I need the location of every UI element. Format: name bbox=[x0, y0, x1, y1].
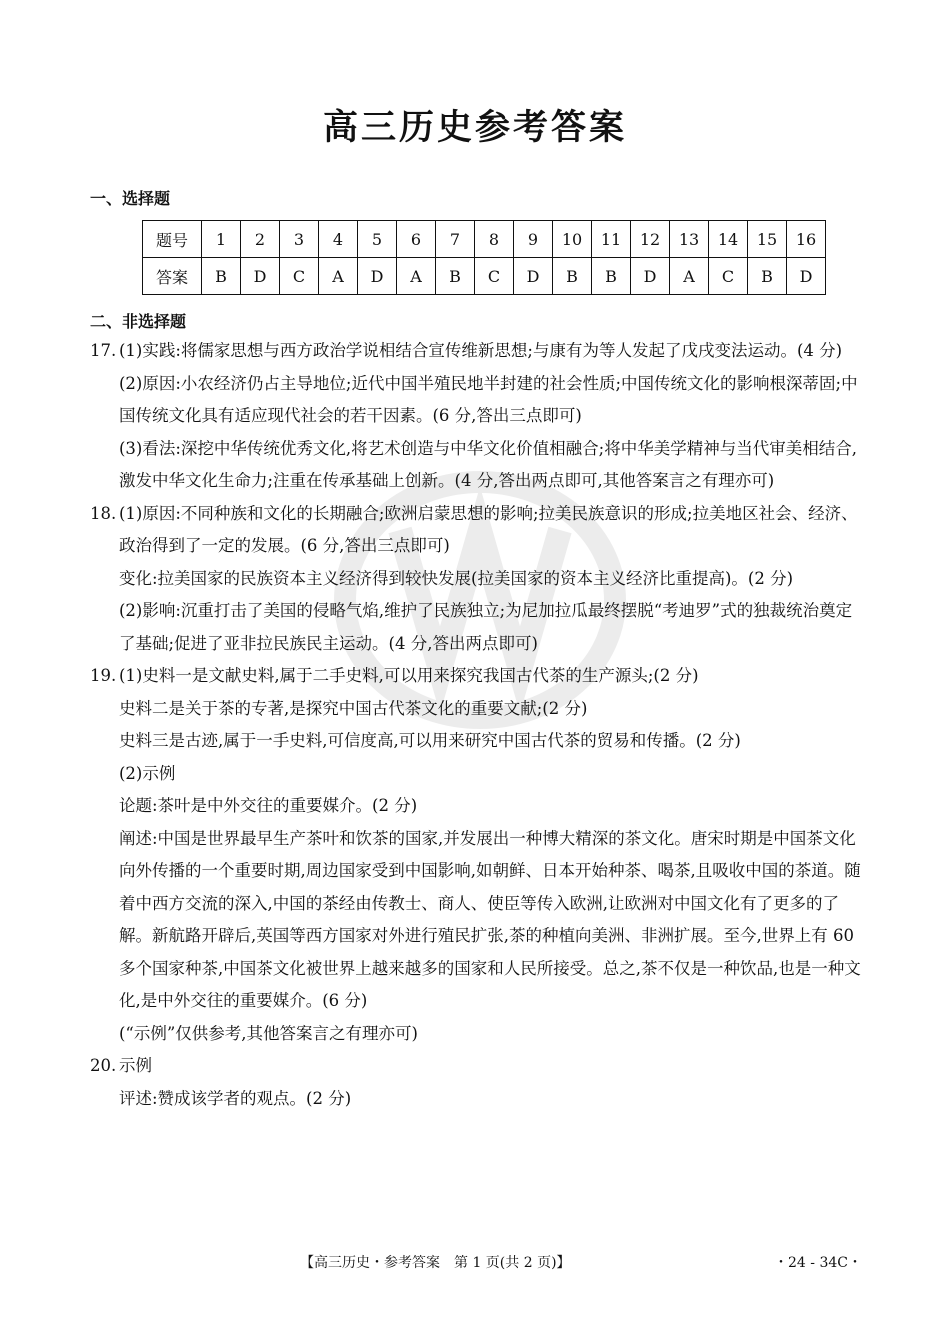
table-cell: 9 bbox=[514, 221, 553, 258]
page-title: 高三历史参考答案 bbox=[322, 108, 627, 148]
answer-paragraph: (1)史料一是文献史料,属于二手史料,可以用来探究我国古代茶的生产源头;(2 分) bbox=[119, 666, 699, 685]
answer-paragraph: 示例 bbox=[119, 1056, 152, 1075]
answer-paragraph: (2)原因:小农经济仍占主导地位;近代中国半殖民地半封建的社会性质;中国传统文化的影响根深蒂固;中国传统文化具有适应现代社会的若干因素。(6 分,答出三点即可) bbox=[119, 373, 858, 425]
document-code: ・24 - 34C・ bbox=[774, 1255, 862, 1271]
answer-table bbox=[142, 220, 826, 295]
table-cell: 1 bbox=[202, 221, 241, 258]
table-row-answers bbox=[143, 258, 826, 295]
question-18 bbox=[90, 498, 862, 661]
table-row-numbers bbox=[143, 221, 826, 258]
table-cell: 14 bbox=[709, 221, 748, 258]
answer-paragraph: (2)影响:沉重打击了美国的侵略气焰,维护了民族独立;为尼加拉瓜最终摆脱“考迪罗”式的独裁统治奠定了基础;促进了亚非拉民族民主运动。(4 分,答出两点即可) bbox=[119, 601, 853, 653]
table-cell: 5 bbox=[358, 221, 397, 258]
table-cell: D bbox=[514, 258, 553, 295]
table-cell: 11 bbox=[592, 221, 631, 258]
answer-paragraph: 论题:茶叶是中外交往的重要媒介。(2 分) bbox=[119, 796, 418, 815]
table-cell: A bbox=[319, 258, 358, 295]
table-cell: B bbox=[553, 258, 592, 295]
table-header-cell: 题号 bbox=[143, 221, 202, 258]
table-cell: B bbox=[748, 258, 787, 295]
table-cell: C bbox=[280, 258, 319, 295]
answers-body bbox=[90, 335, 862, 1115]
table-cell: D bbox=[631, 258, 670, 295]
table-cell: 15 bbox=[748, 221, 787, 258]
answer-paragraph: 史料二是关于茶的专著,是探究中国古代茶文化的重要文献;(2 分) bbox=[119, 698, 588, 718]
answer-paragraph: (“示例”仅供参考,其他答案言之有理亦可) bbox=[119, 1023, 418, 1043]
table-cell: B bbox=[202, 258, 241, 295]
table-cell: C bbox=[709, 258, 748, 295]
table-cell: 2 bbox=[241, 221, 280, 258]
table-cell: D bbox=[358, 258, 397, 295]
table-cell: B bbox=[436, 258, 475, 295]
question-20 bbox=[90, 1050, 862, 1115]
section-heading-nonchoice: 二、非选择题 bbox=[90, 312, 187, 331]
table-cell: 6 bbox=[397, 221, 436, 258]
question-17 bbox=[90, 335, 862, 498]
question-number: 18. bbox=[90, 503, 117, 523]
question-19 bbox=[90, 660, 862, 1050]
answer-paragraph: 评述:赞成该学者的观点。(2 分) bbox=[119, 1088, 352, 1108]
table-cell: D bbox=[241, 258, 280, 295]
answer-paragraph: (1)实践:将儒家思想与西方政治学说相结合宣传维新思想;与康有为等人发起了戊戌变法运动。(4 分) bbox=[119, 341, 843, 360]
table-cell: 10 bbox=[553, 221, 592, 258]
table-header-cell: 答案 bbox=[143, 258, 202, 295]
question-number: 19. bbox=[90, 666, 117, 685]
table-cell: A bbox=[670, 258, 709, 295]
answer-paragraph: (2)示例 bbox=[119, 763, 176, 783]
table-cell: 12 bbox=[631, 221, 670, 258]
answer-paragraph: 史料三是古迹,属于一手史料,可信度高,可以用来研究中国古代茶的贸易和传播。(2 分) bbox=[119, 731, 741, 750]
question-number: 17. bbox=[90, 341, 117, 360]
section-heading-choice: 一、选择题 bbox=[90, 189, 171, 208]
table-cell: 16 bbox=[787, 221, 826, 258]
answer-paragraph: (1)原因:不同种族和文化的长期融合;欧洲启蒙思想的影响;拉美民族意识的形成;拉美地区社会、经济、政治得到了一定的发展。(6 分,答出三点即可) bbox=[119, 503, 858, 555]
table-cell: 3 bbox=[280, 221, 319, 258]
answer-paragraph: (3)看法:深挖中华传统优秀文化,将艺术创造与中华文化价值相融合;将中华美学精神与当代审美相结合,激发中华文化生命力;注重在传承基础上创新。(4 分,答出两点即可,其他答案言之有理亦可) bbox=[119, 438, 857, 490]
table-cell: 8 bbox=[475, 221, 514, 258]
answer-paragraph: 阐述:中国是世界最早生产茶叶和饮茶的国家,并发展出一种博大精深的茶文化。唐宋时期是中国茶文化向外传播的一个重要时期,周边国家受到中国影响,如朝鲜、日本开始种茶、喝茶,且吸收中国的茶道。随着中西方交流的深入,中国的茶经由传教士、商人、使臣等传入欧洲,让欧洲对中国文化有了更多的了解。新航路开辟后,英国等西方国家对外进行殖民扩张,茶的种植向美洲、非洲扩展。至今,世界上有 60 多个国家种茶,中国茶文化被世界上越来越多的国家和人民所接受。总之,茶不仅是一种饮品,也是一种文化,是中外交往的重要媒介。(6 分) bbox=[119, 828, 861, 1010]
table-cell: D bbox=[787, 258, 826, 295]
table-cell: A bbox=[397, 258, 436, 295]
answer-paragraph: 变化:拉美国家的民族资本主义经济得到较快发展(拉美国家的资本主义经济比重提高)。(2 分) bbox=[119, 568, 794, 588]
page-footer: 【高三历史・参考答案 第 1 页(共 2 页)】 bbox=[300, 1255, 571, 1271]
table-cell: 7 bbox=[436, 221, 475, 258]
table-cell: C bbox=[475, 258, 514, 295]
question-number: 20. bbox=[90, 1056, 117, 1075]
table-cell: 13 bbox=[670, 221, 709, 258]
table-cell: 4 bbox=[319, 221, 358, 258]
table-cell: B bbox=[592, 258, 631, 295]
